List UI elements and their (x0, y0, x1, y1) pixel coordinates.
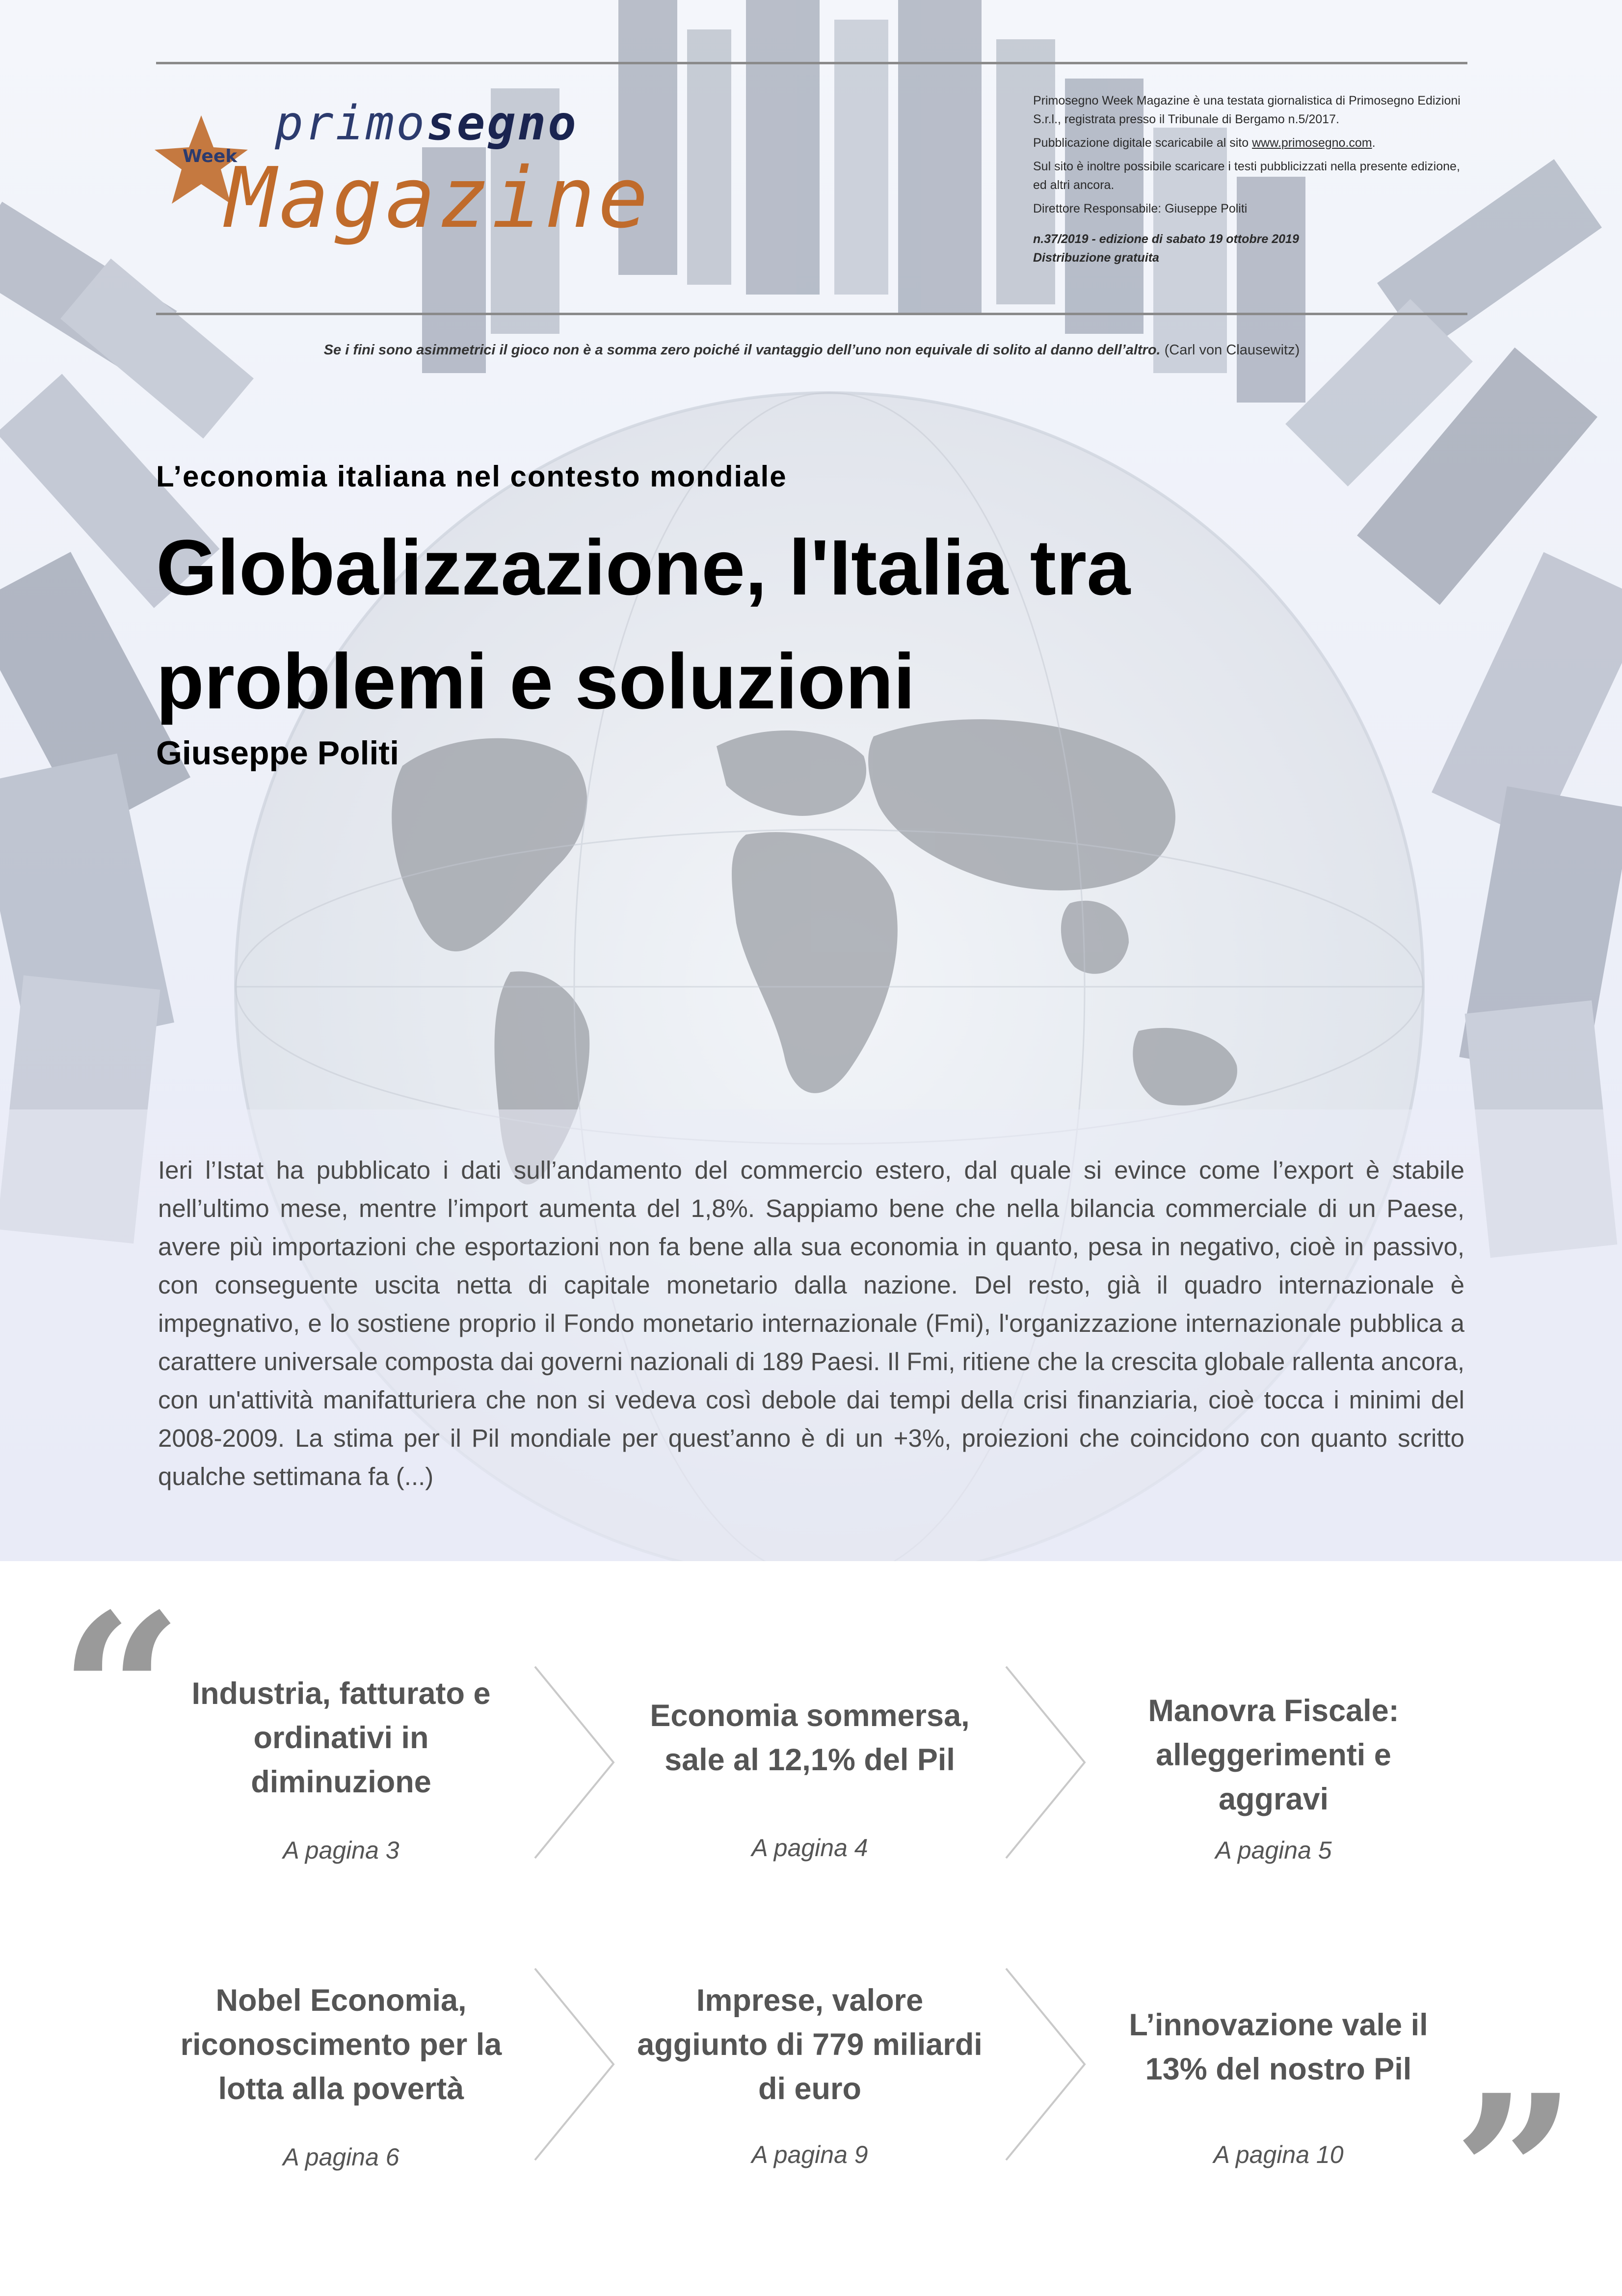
website-link[interactable]: www.primosegno.com (1252, 136, 1372, 150)
open-quote-icon: “ (59, 1567, 184, 1820)
teaser-title: Manovra Fiscale: alleggerimenti e aggravi (1148, 1694, 1399, 1816)
article-kicker: L’economia italiana nel contesto mondiale (156, 460, 787, 493)
teaser-page: A pagina 3 (283, 1837, 399, 1864)
teaser-title: Industria, fatturato e ordinativi in diminuzione (191, 1676, 491, 1799)
teaser-title: Nobel Economia, riconoscimento per la lotta alla povertà (180, 1983, 502, 2106)
teaser-title: Economia sommersa, sale al 12,1% del Pil (650, 1699, 970, 1777)
publisher-note: Primosegno Week Magazine è una testata giornalistica di Primosegno Edizioni S.r.l., registrata presso il Tribunale di Bergamo n.5/2017. (1033, 94, 1461, 126)
teaser-page: A pagina 4 (751, 1834, 868, 1862)
chevron-right-icon (1004, 1664, 1087, 1861)
teaser-title: L’innovazione vale il 13% del nostro Pil (1129, 2008, 1428, 2086)
teaser-title: Imprese, valore aggiunto di 779 miliardi di euro (637, 1983, 983, 2106)
teaser-innovazione[interactable] (1102, 2003, 1455, 2189)
teaser-industria[interactable] (164, 1672, 518, 1878)
teaser-page: A pagina 10 (1213, 2141, 1344, 2168)
header-bottom-rule (156, 313, 1467, 315)
issue-line: n.37/2019 - edizione di sabato 19 ottobre 2019 Distribuzione gratuita (1033, 232, 1299, 265)
masthead-info (1033, 91, 1470, 267)
article-headline: Globalizzazione, l'Italia tra problemi e soluzioni (156, 523, 1131, 725)
teaser-imprese-valore[interactable] (633, 1978, 986, 2185)
svg-text:Week: Week (183, 146, 238, 166)
close-quote-icon: ” (1453, 2048, 1577, 2296)
teaser-page: A pagina 9 (751, 2141, 868, 2168)
teaser-nobel-economia[interactable] (164, 1978, 518, 2185)
logo-wordmark-main: Magazine (226, 150, 651, 247)
teaser-economia-sommersa[interactable] (633, 1694, 986, 1880)
teaser-manovra-fiscale[interactable] (1097, 1689, 1450, 1885)
teaser-page: A pagina 6 (283, 2143, 399, 2171)
editor-note: Direttore Responsabile: Giuseppe Politi (1033, 202, 1248, 216)
epigraph: Se i fini sono asimmetrici il gioco non è a somma zero poiché il vantaggio dell’uno non equivale di solito al danno dell’altro. (Carl von Clausewitz) (323, 342, 1300, 358)
logo-wordmark-top: primosegno (275, 96, 578, 151)
header-top-rule (156, 62, 1467, 64)
article-author: Giuseppe Politi (156, 734, 399, 772)
primosegno-logo[interactable] (152, 96, 651, 272)
chevron-right-icon (532, 1664, 616, 1861)
site-note: Sul sito è inoltre possibile scaricare i testi pubblicizzati nella presente edizione, ed altri ancora. (1033, 160, 1460, 192)
teaser-page: A pagina 5 (1215, 1837, 1332, 1864)
chevron-right-icon (1004, 1966, 1087, 2162)
download-note: Pubblicazione digitale scaricabile al sito www.primosegno.com. (1033, 136, 1376, 150)
article-body: Ieri l’Istat ha pubblicato i dati sull’andamento del commercio estero, dal quale si evince come l’export è stabile nell’ultimo mese, mentre l’import aumenta del 1,8%. Sappiamo bene che nella bilancia commerciale di un Paese, avere più importazioni che esportazioni non fa bene alla sua economia in quanto, pesa in negativo, cioè in passivo, con conseguente uscita netta di capitale monetario dalla nazione. Del resto, già il quadro internazionale è impegnativo, e lo sostiene proprio il Fondo monetario internazionale (Fmi), l'organizzazione internazionale pubblica a carattere universale composta dai governi nazionali di 189 Paesi. Il Fmi, ritiene che la crescita globale rallenta ancora, con un'attività manifatturiera che non si vedeva così debole dai tempi della crisi finanziaria, cioè tocca i minimi del 2008-2009. La stima per il Pil mondiale per quest’anno è di un +3%, proiezioni che coincidono con quanto scritto qualche settimana fa (...) (158, 1156, 1464, 1490)
chevron-right-icon (532, 1966, 616, 2162)
